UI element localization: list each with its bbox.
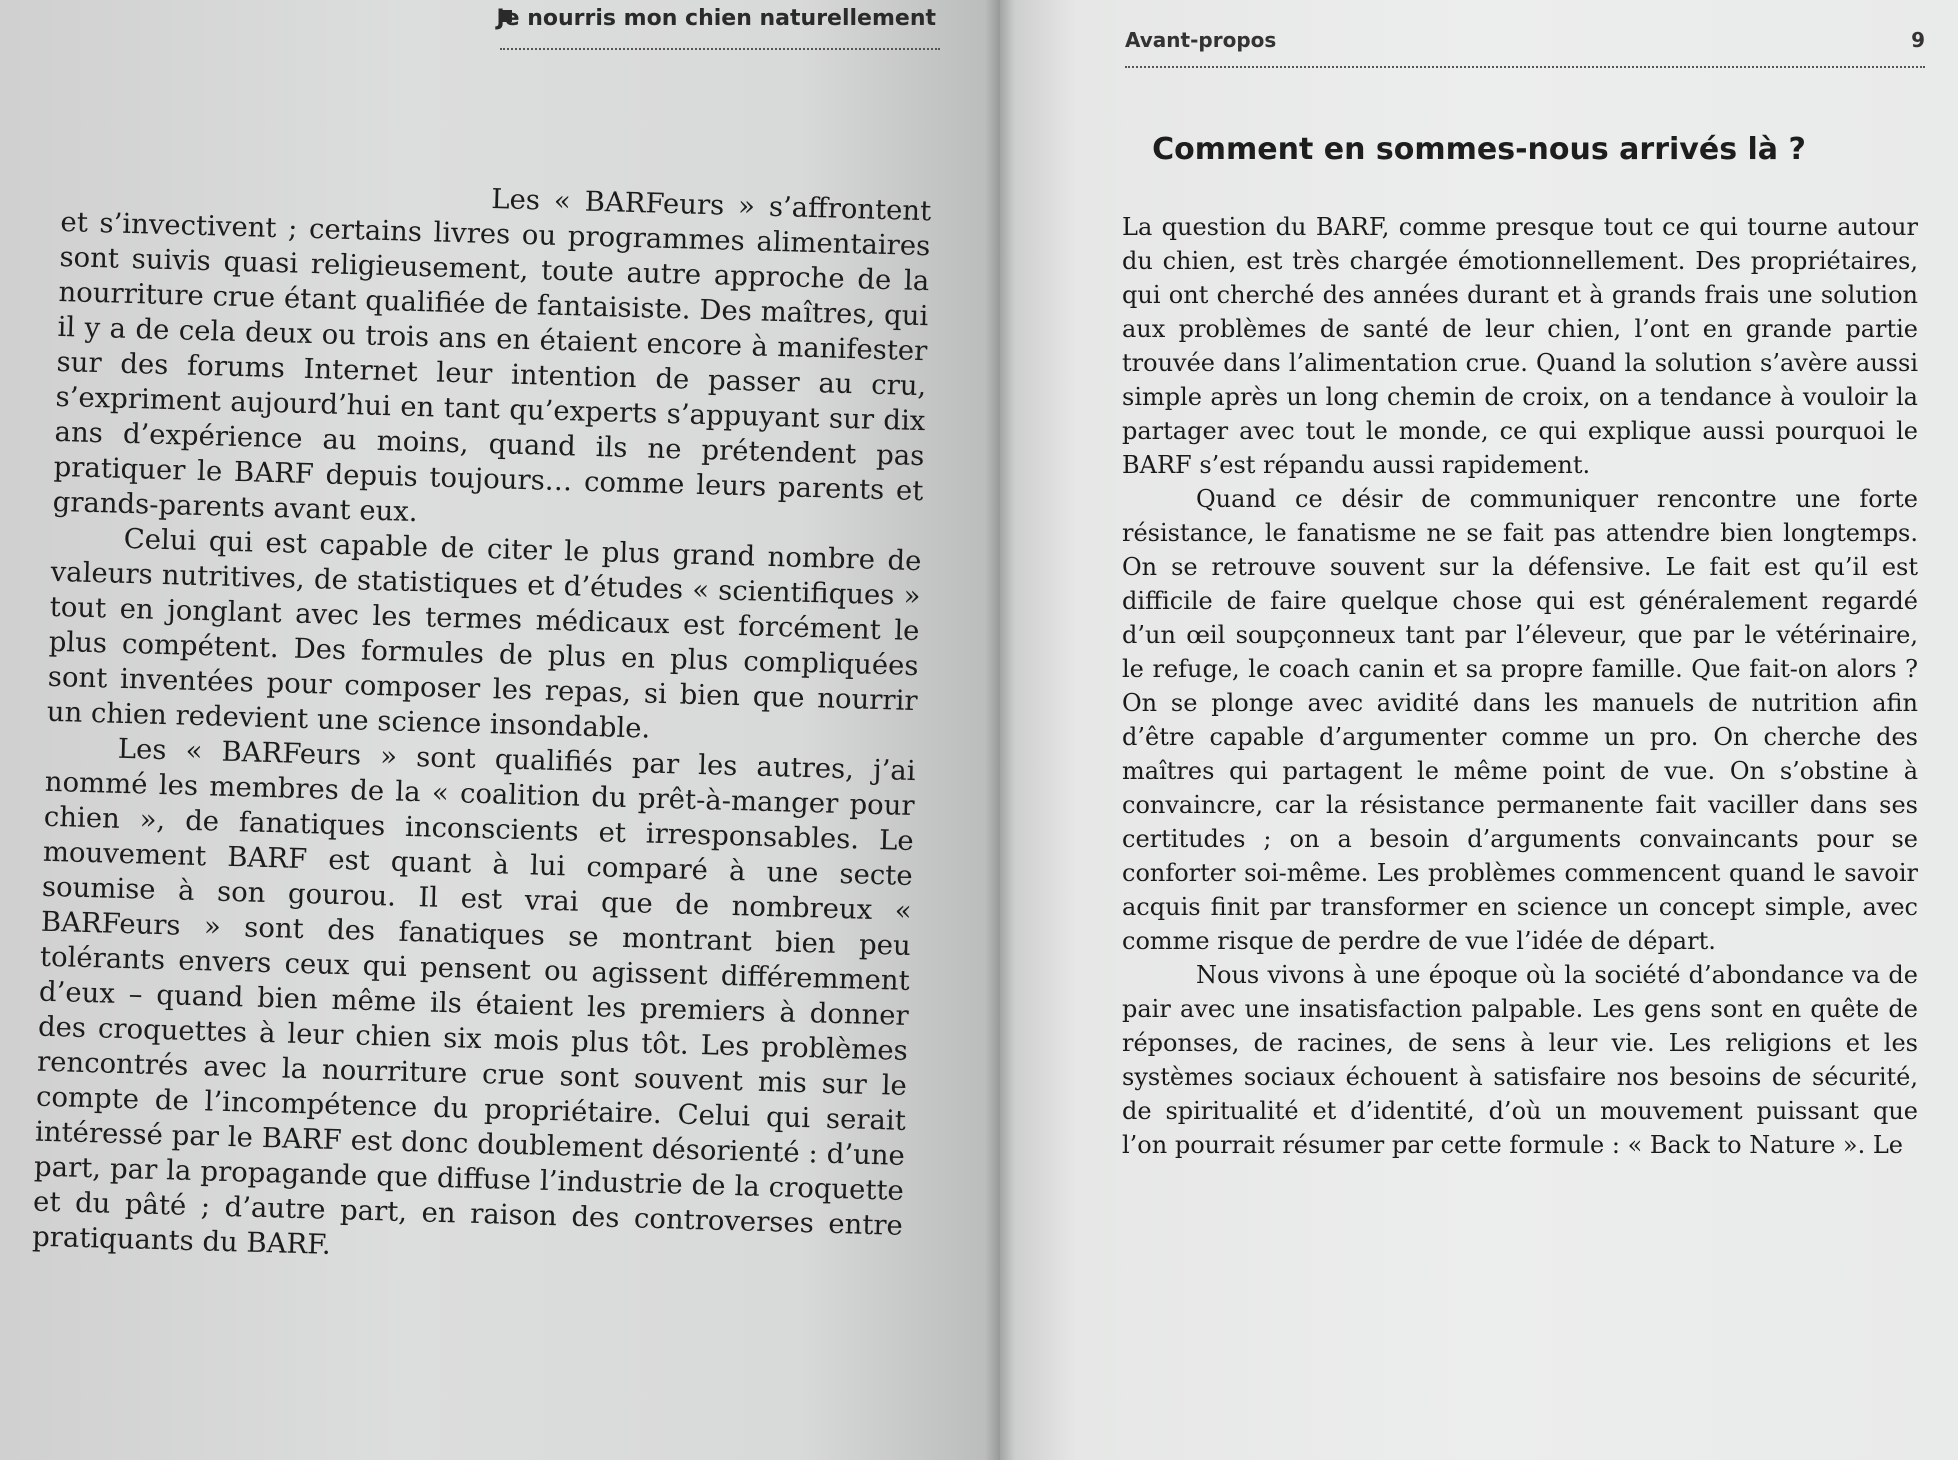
left-paragraph-1: Les « BARFeurs » s’affrontent et s’invectivent ; certains livres ou programmes alimentaires sont suivis quasi religieusement, toute autre approche de la nourriture crue étant qualifiée de fantaisiste. Des maîtres, qui il y a de cela deux ou trois ans en étaient encore à manifester sur des forums Internet leur intention de passer au cru, s’expriment aujourd’hui en tant qu’experts s’appuyant sur dix ans d’expérience au moins, quand ils ne prétendent pas pratiquer le BARF depuis toujours… comme leurs parents et grands-parents avant eux. <box>52 183 932 529</box>
page-number: 9 <box>1911 28 1925 52</box>
left-running-head <box>496 0 940 50</box>
chapter-title: Comment en sommes-nous arrivés là ? <box>1152 132 1806 167</box>
right-paragraph-2: Quand ce désir de communiquer rencontre une forte résistance, le fanatisme ne se fait pas attendre bien longtemps. On se retrouve souvent sur la défensive. Le fait est qu’il est difficile de faire quelque chose qui est généralement regardé d’un œil soupçonneux tant par l’éleveur, que par le vétérinaire, le refuge, le coach canin et sa propre famille. Que fait-on alors ? On se plonge avec avidité dans les manuels de nutrition afin d’être capable d’argumenter comme un pro. On cherche des maîtres qui partagent le même point de vue. On s’obstine à convaincre, car la résistance permanente fait vaciller dans ses certitudes ; on a besoin d’arguments convaincants pour se conforter soi-même. Les problèmes commencent quand le savoir acquis finit par transformer en science un concept simple, avec comme risque de perdre de vue l’idée de départ. <box>1122 485 1918 955</box>
right-paragraph-3: Nous vivons à une époque où la société d’abondance va de pair avec une insatisfaction palpable. Les gens sont en quête de réponses, de racines, de sens à leur vie. Les religions et les systèmes sociaux échouent à satisfaire nos besoins de sécurité, de spiritualité et d’identité, d’où un mouvement puissant que l’on pourrait résumer par cette formule : « Back to Nature ». Le <box>1122 961 1918 1159</box>
section-name: Avant-propos <box>1125 28 1277 52</box>
right-body-text <box>1122 210 1918 1162</box>
left-body-text <box>32 170 932 1279</box>
left-paragraph-2: Celui qui est capable de citer le plus grand nombre de valeurs nutritives, de statistiques et d’études « scientifiques » tout en jonglant avec les termes médicaux est forcément le plus compétent. Des formules de plus en plus compliquées sont inventées pour composer les repas, si bien que nourrir un chien redevient une science insondable. <box>46 522 922 745</box>
right-paragraph-1: La question du BARF, comme presque tout ce qui tourne autour du chien, est très chargée émotionnellement. Des propriétaires, qui ont cherché des années durant et à grands frais une solution aux problèmes de santé de leur chien, l’ont en grande partie trouvée dans l’alimentation crue. Quand la solution s’avère aussi simple après un long chemin de croix, on a tendance à vouloir la partager avec tout le monde, ce qui explique aussi pourquoi le BARF s’est répandu aussi rapidement. <box>1122 213 1918 479</box>
right-running-head <box>1125 22 1925 68</box>
left-running-head-text: Je nourris mon chien naturellement <box>496 6 936 31</box>
right-page <box>1000 0 1958 1460</box>
left-paragraph-3: Les « BARFeurs » sont qualifiés par les autres, j’ai nommé les membres de la « coalition du prêt-à-manger pour chien », de fanatiques inconscients et irresponsables. Le mouvement BARF est quant à lui comparé à une secte soumise à son gourou. Il est vrai que de nombreux « BARFeurs » sont des fanatiques se montrant bien peu tolérants envers ceux qui pensent ou agissent différemment d’eux – quand bien même ils étaient les premiers à donner des croquettes à leur chien six mois plus tôt. Les problèmes rencontrés avec la nourriture crue sont souvent mis sur le compte de l’incompétence du propriétaire. Celui qui serait intéressé par le BARF est donc doublement désorienté : d’une part, par la propagande que diffuse l’industrie de la croquette et du pâté ; d’autre part, en raison des controverses entre pratiquants du BARF. <box>31 732 916 1261</box>
